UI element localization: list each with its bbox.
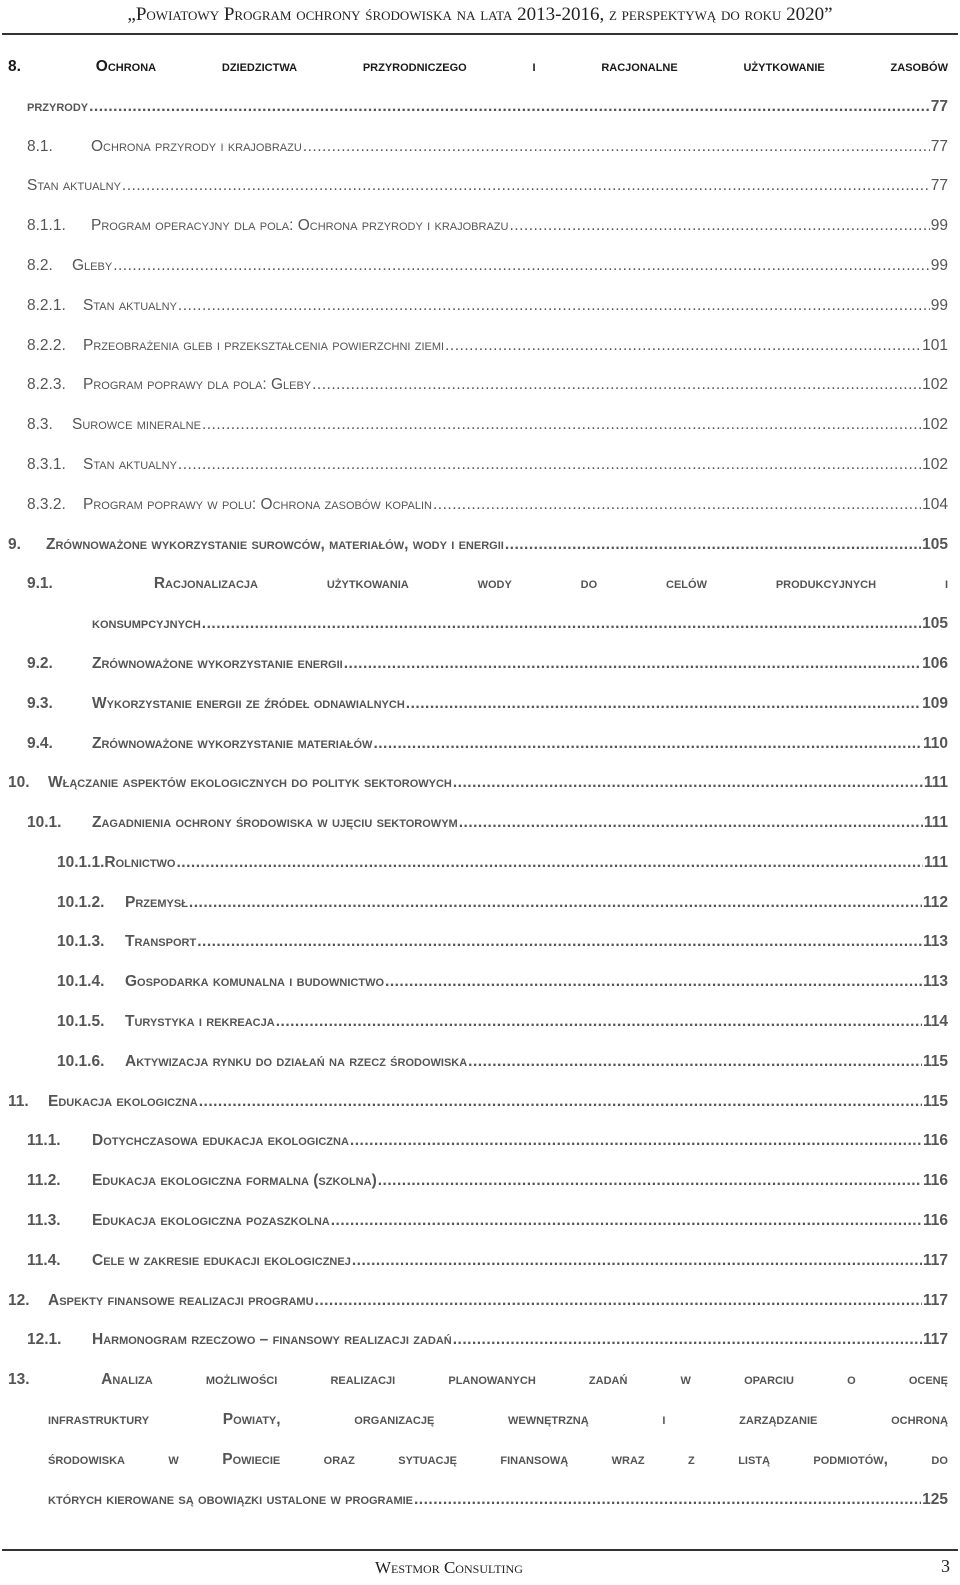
toc-entry-11[interactable] bbox=[8, 1093, 948, 1111]
toc-page: 113 bbox=[922, 933, 948, 950]
toc-title: Przemysł bbox=[125, 894, 188, 911]
toc-title: Harmonogram rzeczowo – finansowy realizacji zadań bbox=[92, 1331, 452, 1348]
toc-title: Edukacja ekologiczna pozaszkolna bbox=[92, 1212, 330, 1229]
toc-title: konsumpcyjnych bbox=[92, 615, 201, 632]
toc-page: 111 bbox=[923, 814, 948, 831]
toc-leader bbox=[459, 814, 923, 832]
toc-number: 9. bbox=[8, 536, 21, 553]
toc-page: 109 bbox=[922, 695, 948, 712]
toc-entry-10-1-1[interactable] bbox=[57, 854, 948, 872]
toc-entry-8-2-3[interactable] bbox=[27, 376, 948, 394]
toc-number: 8.3.2. bbox=[27, 496, 66, 513]
toc-leader bbox=[113, 257, 930, 275]
toc-leader bbox=[202, 615, 921, 633]
toc-number: 10.1. bbox=[27, 814, 62, 831]
toc-page: 102 bbox=[922, 456, 948, 473]
toc-page: 77 bbox=[930, 177, 948, 194]
toc-number: 9.3. bbox=[27, 695, 53, 712]
toc-entry-9-1-line2[interactable] bbox=[92, 615, 948, 633]
toc-title: Edukacja ekologiczna bbox=[48, 1093, 198, 1110]
toc-number: 10.1.4. bbox=[57, 973, 105, 990]
toc-leader bbox=[202, 416, 921, 434]
toc-entry-9-2[interactable] bbox=[27, 655, 948, 673]
toc-entry-9-1-line1[interactable]: 9.1. Racjonalizacja użytkowania wody do celów produkcyjnych i bbox=[27, 575, 948, 592]
footer-company: Westmor Consulting bbox=[375, 1558, 523, 1577]
toc-page: 102 bbox=[922, 416, 948, 433]
toc-page: 117 bbox=[922, 1331, 948, 1348]
toc-leader bbox=[406, 695, 921, 713]
toc-number: 9.4. bbox=[27, 735, 53, 752]
toc-entry-13-line4[interactable] bbox=[48, 1491, 948, 1509]
toc-page: 99 bbox=[930, 217, 948, 234]
toc-number: 12.1. bbox=[27, 1331, 62, 1348]
toc-title: Gospodarka komunalna i budownictwo bbox=[125, 973, 385, 990]
toc-number: 11.1. bbox=[27, 1132, 61, 1149]
toc-entry-13-line3[interactable]: środowiska w Powiecie oraz sytuację finansową wraz z listą podmiotów, do bbox=[48, 1451, 948, 1468]
toc-number: 9.1. bbox=[27, 575, 53, 592]
page-header: „Powiatowy Program ochrony środowiska na lata 2013-2016, z perspektywą do roku 2020” bbox=[127, 4, 833, 25]
toc-title: Dotychczasowa edukacja ekologiczna bbox=[92, 1132, 349, 1149]
toc-entry-12[interactable] bbox=[8, 1292, 948, 1310]
toc-title: Włączanie aspektów ekologicznych do polityk sektorowych bbox=[48, 774, 452, 791]
toc-leader bbox=[414, 1491, 921, 1509]
toc-page: 104 bbox=[922, 496, 948, 513]
toc-leader bbox=[433, 496, 921, 514]
toc-entry-11-3[interactable] bbox=[27, 1212, 948, 1230]
toc-leader bbox=[344, 655, 921, 673]
toc-leader bbox=[178, 456, 921, 474]
toc-leader bbox=[378, 1172, 922, 1190]
toc-page: 99 bbox=[930, 257, 948, 274]
toc-number: 8.3. bbox=[27, 416, 53, 433]
toc-title: Aspekty finansowe realizacji programu bbox=[48, 1292, 314, 1309]
toc-number: 12. bbox=[8, 1292, 30, 1309]
toc-entry-8-line1[interactable]: 8. Ochrona dziedzictwa przyrodniczego i racjonalne użytkowanie zasobów bbox=[8, 58, 948, 75]
toc-title: Stan aktualny bbox=[27, 177, 121, 194]
toc-number: 10.1.1. bbox=[57, 854, 105, 871]
toc-title: Zrównoważone wykorzystanie materiałów bbox=[92, 735, 373, 752]
toc-page: 110 bbox=[922, 735, 948, 752]
toc-title: Stan aktualny bbox=[83, 297, 177, 314]
toc-number: 13. bbox=[8, 1371, 30, 1388]
toc-title: Cele w zakresie edukacji ekologicznej bbox=[92, 1252, 351, 1269]
toc-leader bbox=[352, 1252, 922, 1270]
toc-number: 10. bbox=[8, 774, 30, 791]
footer-rule bbox=[2, 1549, 958, 1551]
toc-title: Program poprawy w polu: Ochrona zasobów kopalin bbox=[83, 496, 432, 513]
toc-leader bbox=[373, 735, 922, 753]
toc-page: 114 bbox=[922, 1013, 948, 1030]
toc-entry-9[interactable] bbox=[8, 536, 948, 554]
toc-entry-10-1-3[interactable] bbox=[57, 933, 948, 951]
toc-entry-8-1-stan[interactable] bbox=[27, 177, 948, 195]
toc-title: Zrównoważone wykorzystanie surowców, materiałów, wody i energii bbox=[46, 536, 504, 553]
toc-leader bbox=[315, 1292, 922, 1310]
toc-entry-8-1[interactable] bbox=[27, 138, 948, 156]
toc-number: 10.1.5. bbox=[57, 1013, 105, 1030]
toc-entry-8-2[interactable] bbox=[27, 257, 948, 275]
toc-leader bbox=[468, 1053, 922, 1071]
toc-page: 111 bbox=[923, 774, 948, 791]
toc-title: Ochrona przyrody i krajobrazu bbox=[91, 138, 302, 155]
toc-entry-8-2-2[interactable] bbox=[27, 337, 948, 355]
toc-number: 8.2.1. bbox=[27, 297, 66, 314]
toc-title: Gleby bbox=[72, 257, 113, 274]
toc-leader bbox=[178, 297, 930, 315]
toc-entry-11-2[interactable] bbox=[27, 1172, 948, 1190]
toc-title: Zrównoważone wykorzystanie energii bbox=[92, 655, 343, 672]
toc-title: Turystyka i rekreacja bbox=[125, 1013, 275, 1030]
toc-page: 113 bbox=[922, 973, 948, 990]
toc-leader bbox=[453, 1331, 922, 1349]
toc-entry-13-line1[interactable]: 13. Analiza możliwości realizacji planowanych zadań w oparciu o ocenę bbox=[8, 1371, 948, 1388]
toc-number: 11.4. bbox=[27, 1252, 61, 1269]
toc-leader bbox=[197, 933, 922, 951]
toc-number: 8.2.2. bbox=[27, 337, 66, 354]
toc-entry-8-3-1[interactable] bbox=[27, 456, 948, 474]
toc-leader bbox=[350, 1132, 922, 1150]
toc-page: 116 bbox=[922, 1172, 948, 1189]
toc-page: 115 bbox=[922, 1053, 948, 1070]
toc-entry-10[interactable] bbox=[8, 774, 948, 792]
toc-page: 117 bbox=[922, 1292, 948, 1309]
toc-title: Edukacja ekologiczna formalna (szkolna) bbox=[92, 1172, 377, 1189]
toc-leader bbox=[312, 376, 921, 394]
toc-number: 11.3. bbox=[27, 1212, 61, 1229]
toc-leader bbox=[331, 1212, 922, 1230]
toc-entry-8-2-1[interactable] bbox=[27, 297, 948, 315]
toc-number: 8.2. bbox=[27, 257, 53, 274]
toc-page: 116 bbox=[922, 1212, 948, 1229]
toc-page: 112 bbox=[922, 894, 948, 911]
toc-leader bbox=[176, 854, 922, 872]
toc-number: 8. bbox=[8, 58, 21, 75]
toc-leader bbox=[453, 774, 923, 792]
toc-number: 10.1.6. bbox=[57, 1053, 105, 1070]
toc-entry-10-1-5[interactable] bbox=[57, 1013, 948, 1031]
toc-page: 102 bbox=[922, 376, 948, 393]
toc-number: 8.3.1. bbox=[27, 456, 66, 473]
page-number: 3 bbox=[941, 1556, 950, 1576]
toc-entry-8-3-2[interactable] bbox=[27, 496, 948, 514]
toc-title: których kierowane są obowiązki ustalone w programie bbox=[48, 1491, 413, 1508]
toc-page: 111 bbox=[923, 854, 948, 871]
header-rule bbox=[2, 33, 958, 35]
toc-entry-10-1-2[interactable] bbox=[57, 894, 948, 912]
toc-title: przyrody bbox=[27, 98, 89, 115]
toc-number: 10.1.2. bbox=[57, 894, 105, 911]
toc-entry-8-3[interactable] bbox=[27, 416, 948, 434]
toc-entry-12-1[interactable] bbox=[27, 1331, 948, 1349]
toc-page: 101 bbox=[922, 337, 948, 354]
toc-entry-10-1[interactable] bbox=[27, 814, 948, 832]
toc-number: 8.1.1. bbox=[27, 217, 66, 234]
toc-number: 11. bbox=[8, 1093, 29, 1110]
toc-entry-9-4[interactable] bbox=[27, 735, 948, 753]
toc-number: 11.2. bbox=[27, 1172, 61, 1189]
toc-title: Transport bbox=[125, 933, 197, 950]
toc-title: Aktywizacja rynku do działań na rzecz środowiska bbox=[125, 1053, 468, 1070]
toc-leader bbox=[189, 894, 922, 912]
toc-leader bbox=[509, 217, 929, 235]
toc-page: 77 bbox=[930, 138, 948, 155]
toc-entry-10-1-4[interactable] bbox=[57, 973, 948, 991]
toc-number: 10.1.3. bbox=[57, 933, 105, 950]
toc-number: 8.1. bbox=[27, 138, 53, 155]
toc-leader bbox=[199, 1093, 922, 1111]
toc-entry-9-3[interactable] bbox=[27, 695, 948, 713]
toc-page: 106 bbox=[922, 655, 948, 672]
toc-title: Program poprawy dla pola: Gleby bbox=[83, 376, 312, 393]
toc-title: Zagadnienia ochrony środowiska w ujęciu sektorowym bbox=[92, 814, 458, 831]
toc-page: 125 bbox=[922, 1491, 948, 1508]
toc-entry-10-1-6[interactable] bbox=[57, 1053, 948, 1071]
toc-entry-8-1-1[interactable] bbox=[27, 217, 948, 235]
toc-leader bbox=[122, 177, 930, 195]
toc-title: Surowce mineralne bbox=[72, 416, 201, 433]
toc-number: 8.2.3. bbox=[27, 376, 66, 393]
toc-leader bbox=[445, 337, 921, 355]
toc-page: 117 bbox=[922, 1252, 948, 1269]
toc-entry-11-1[interactable] bbox=[27, 1132, 948, 1150]
toc-page: 77 bbox=[930, 98, 948, 115]
toc-number: 9.2. bbox=[27, 655, 53, 672]
toc-page: 115 bbox=[922, 1093, 948, 1110]
toc-entry-8-line2[interactable] bbox=[27, 98, 948, 116]
toc-title: Rolnictwo bbox=[104, 854, 176, 871]
toc-leader bbox=[276, 1013, 922, 1031]
toc-leader bbox=[303, 138, 930, 156]
toc-leader bbox=[505, 536, 921, 554]
toc-entry-11-4[interactable] bbox=[27, 1252, 948, 1270]
toc-leader bbox=[89, 98, 930, 116]
toc-title: Przeobrażenia gleb i przekształcenia powierzchni ziemi bbox=[83, 337, 445, 354]
toc-page: 99 bbox=[930, 297, 948, 314]
toc-entry-13-line2[interactable]: infrastruktury Powiaty, organizację wewnętrzną i zarządzanie ochroną bbox=[48, 1411, 948, 1428]
toc-page: 105 bbox=[922, 615, 948, 632]
toc-page: 116 bbox=[922, 1132, 948, 1149]
toc-leader bbox=[385, 973, 922, 991]
toc-title: Wykorzystanie energii ze źródeł odnawialnych bbox=[92, 695, 405, 712]
toc-title: Program operacyjny dla pola: Ochrona przyrody i krajobrazu bbox=[91, 217, 509, 234]
toc-title: Stan aktualny bbox=[83, 456, 177, 473]
toc-page: 105 bbox=[922, 536, 948, 553]
